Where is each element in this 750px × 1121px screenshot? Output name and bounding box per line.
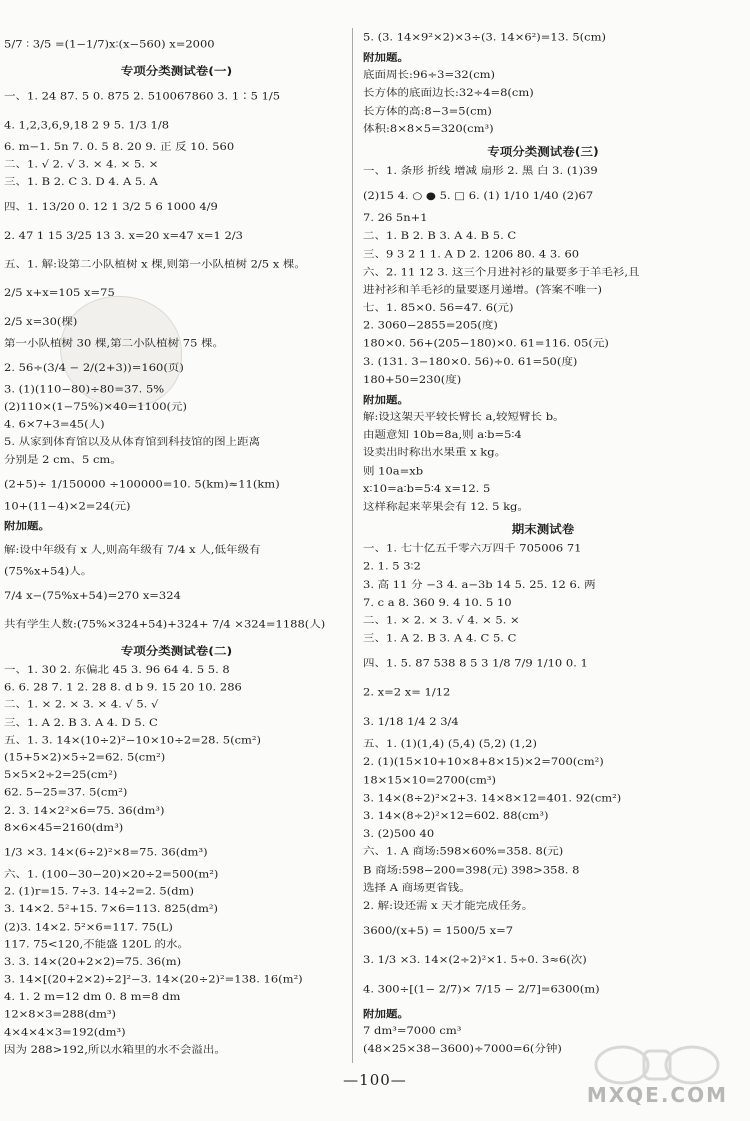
answer-line: 3600/(x+5) = 1500/5 x=7 — [363, 924, 514, 937]
answer-line: 4×4×4×3=192(dm³) — [4, 1025, 126, 1038]
answer-line: 这样称起来苹果会有 12. 5 kg。 — [363, 500, 529, 513]
answer-line: 3. (131. 3−180×0. 56)÷0. 61=50(度) — [363, 354, 578, 368]
answer-line: 2. 解:设还需 x 天才能完成任务。 — [363, 899, 534, 912]
extra-problem-heading: 附加题。 — [363, 1007, 409, 1021]
answer-line: 2. 3060−2855=205(度) — [363, 319, 498, 332]
answer-line: 二、1. B 2. B 3. A 4. B 5. C — [363, 229, 517, 242]
answer-line: 3. (1)(110−80)÷80=37. 5% — [4, 382, 165, 396]
answer-line: 因为 288>192,所以水箱里的水不会溢出。 — [4, 1043, 226, 1056]
answer-line: 3. 3. 14×(20+2×2)=75. 36(m) — [4, 955, 182, 968]
answer-line: 8×6×45=2160(dm³) — [4, 821, 124, 834]
column-divider — [352, 28, 353, 1063]
answer-line: 底面周长:96÷3=32(cm) — [363, 68, 496, 81]
section-title: 期末测试卷 — [511, 522, 575, 536]
answer-line: 6. 6. 28 7. 1 2. 28 8. d b 9. 15 20 10. 286 — [4, 680, 242, 694]
answer-line: 7. 26 5n+1 — [363, 211, 428, 224]
answer-line: 四、1. 13/20 0. 12 1 3/2 5 6 1000 4/9 — [4, 200, 218, 213]
answer-line: B 商场:598−200=398(元) 398>358. 8 — [363, 863, 580, 876]
answer-line: 5. (3. 14×9²×2)×3÷(3. 14×6²)=13. 5(cm) — [363, 30, 606, 44]
answer-line: 117. 75<120,不能盛 120L 的水。 — [4, 937, 190, 951]
answer-line: 7 dm³=7000 cm³ — [363, 1024, 462, 1038]
left-column — [4, 30, 349, 1060]
answer-line: 2. (1)(15×10+10×8+8×15)×2=700(cm²) — [363, 755, 604, 769]
answer-line: 5. 从家到体育馆以及从体育馆到科技馆的图上距离 — [4, 435, 261, 448]
section-title: 专项分类测试卷(二) — [120, 644, 233, 658]
answer-line: (2)110×(1−75%)×40=1100(元) — [4, 400, 188, 413]
answer-line: 4. 6×7+3=45(人) — [4, 418, 105, 431]
section-title: 专项分类测试卷(三) — [487, 144, 599, 158]
answer-line: 2/5 x+x=105 x=75 — [4, 286, 115, 299]
answer-line: 2. 1. 5 3∶2 — [363, 559, 421, 573]
answer-line: 2. (1)r=15. 7÷3. 14÷2=2. 5(dm) — [4, 885, 194, 898]
answer-line: 六、2. 11 12 3. 这三个月进衬衫的量要多于羊毛衫,且 — [363, 265, 640, 278]
answer-line: (48×25×38−3600)÷7000=6(分钟) — [363, 1042, 562, 1055]
answer-line: 18×15×10=2700(cm³) — [363, 773, 497, 786]
answer-line: 七、1. 85×0. 56=47. 6(元) — [363, 301, 514, 314]
answer-line: 5×5×2÷2=25(cm²) — [4, 768, 118, 781]
answer-line: 三、1. B 2. C 3. D 4. A 5. A — [4, 175, 158, 188]
answer-line: 3. 1/3 ×3. 14×(2÷2)²×1. 5÷0. 3≈6(次) — [363, 953, 587, 966]
answer-line: 2/5 x=30(棵) — [4, 314, 78, 328]
section-title: 专项分类测试卷(一) — [120, 63, 233, 77]
answer-line: 五、1. (1)(1,4) (5,4) (5,2) (1,2) — [363, 737, 537, 751]
answer-line: 三、1. A 2. B 3. A 4. C 5. C — [363, 631, 517, 645]
answer-line: 五、1. 解:设第二小队植树 x 棵,则第一小队植树 2/5 x 棵。 — [4, 257, 306, 270]
answer-line: 3. (2)500 40 — [363, 827, 435, 840]
answer-line: 六、1. (100−30−20)×20÷2=500(m²) — [4, 867, 219, 880]
answer-line: 1/3 ×3. 14×(6÷2)²×8=75. 36(dm³) — [4, 845, 208, 859]
answer-line: 62. 5−25=37. 5(cm²) — [4, 786, 128, 799]
answer-line: 由题意知 10b=8a,则 a∶b=5∶4 — [363, 428, 522, 441]
answer-line: 4. 1,2,3,6,9,18 2 9 5. 1/3 1/8 — [4, 118, 170, 131]
answer-line: 180×0. 56+(205−180)×0. 61=116. 05(元) — [363, 336, 609, 350]
answer-line: 5/7 ∶ 3/5 =(1−1/7)x∶(x−560) x=2000 — [4, 37, 215, 51]
answer-line: 长方体的底面边长:32÷4=8(cm) — [363, 86, 534, 99]
right-column — [363, 30, 723, 1060]
answer-line: 4. 1. 2 m=12 dm 0. 8 m=8 dm — [4, 990, 181, 1003]
answer-line: 体积:8×8×5=320(cm³) — [363, 122, 494, 135]
answer-line: 分别是 2 cm、5 cm。 — [4, 453, 122, 466]
answer-line: 2. 56÷(3/4 − 2/(2+3))=160(页) — [4, 361, 184, 374]
answer-line: 3. 14×(8÷2)²×2+3. 14×8×12=401. 92(cm²) — [363, 791, 622, 804]
answer-line: (2+5)÷ 1/150000 ÷100000=10. 5(km)≈11(km) — [4, 477, 280, 490]
answer-line: 3. 14×(8÷2)²×12=602. 88(cm³) — [363, 809, 549, 822]
page-number: —100— — [343, 1071, 407, 1089]
answer-line: 7/4 x−(75%x+54)=270 x=324 — [4, 589, 181, 602]
answer-line: 4. 300÷[(1− 2/7)× 7/15 − 2/7]=6300(m) — [363, 982, 600, 996]
answer-line: 3. 高 11 分 −3 4. a−3b 14 5. 25. 12 6. 两 — [363, 577, 596, 591]
answer-line: 3. 1/18 1/4 2 3/4 — [363, 715, 459, 728]
answer-line: 二、1. √ 2. √ 3. × 4. × 5. × — [4, 158, 159, 171]
answer-line: 一、1. 七十亿五千零六万四千 705006 71 — [363, 542, 582, 555]
answer-line: 一、1. 24 87. 5 0. 875 2. 510067860 3. 1∶5 1/5 — [4, 90, 281, 103]
answer-line: (75%x+54)人。 — [4, 564, 93, 578]
answer-line: 五、1. 3. 14×(10÷2)²−10×10÷2=28. 5(cm²) — [4, 733, 262, 746]
answer-line: 12×8×3=288(dm³) — [4, 1008, 116, 1021]
answer-line: (2)15 4. ○ ● 5. □ 6. (1) 1/10 1/40 (2)67 — [363, 189, 594, 202]
answer-line: 设卖出时称出水果重 x kg。 — [363, 446, 507, 459]
answer-line: 一、1. 条形 折线 增减 扇形 2. 黑 白 3. (1)39 — [363, 164, 598, 177]
answer-line: 180+50=230(度) — [363, 372, 462, 386]
answer-line: (2)3. 14×2. 5²×6=117. 75(L) — [4, 920, 173, 933]
answer-line: 选择 A 商场更省钱。 — [363, 881, 471, 894]
answer-line: 二、1. × 2. × 3. √ 4. × 5. × — [363, 613, 520, 627]
answer-line: 解:设这架天平较长臂长 a,较短臂长 b。 — [363, 410, 565, 423]
answer-line: x∶10=a∶b=5∶4 x=12. 5 — [363, 482, 491, 495]
extra-problem-heading: 附加题。 — [363, 393, 409, 406]
answer-line: 2. 47 1 15 3/25 13 3. x=20 x=47 x=1 2/3 — [4, 228, 243, 242]
answer-line: 第一小队植树 30 棵,第二小队植树 75 棵。 — [4, 336, 225, 349]
answer-line: 三、9 3 2 1 1. A D 2. 1206 80. 4 3. 60 — [363, 247, 580, 260]
answer-line: 6. m−1. 5n 7. 0. 5 8. 20 9. 正 反 10. 560 — [4, 140, 235, 153]
answer-line: 解:设中年级有 x 人,则高年级有 7/4 x 人,低年级有 — [4, 543, 261, 556]
answer-line: 三、1. A 2. B 3. A 4. D 5. C — [4, 716, 158, 729]
answer-line: 进衬衫和羊毛衫的量要逐月递增。(答案不唯一) — [363, 283, 602, 296]
answer-line: 3. 14×2. 5²+15. 7×6=113. 825(dm²) — [4, 902, 218, 915]
answer-line: 3. 14×[(20+2×2)÷2]²−3. 14×(20÷2)²=138. 16(m²) — [4, 973, 303, 986]
answer-line: 四、1. 5. 87 538 8 5 3 1/8 7/9 1/10 0. 1 — [363, 656, 588, 670]
answer-line: 10+(11−4)×2=24(元) — [4, 499, 131, 512]
answer-line: 长方体的高:8−3=5(cm) — [363, 104, 492, 117]
answer-line: 共有学生人数:(75%×324+54)+324+ 7/4 ×324=1188(人) — [4, 618, 326, 631]
answer-line: 一、1. 30 2. 东偏北 45 3. 96 64 4. 5 5. 8 — [4, 663, 230, 676]
answer-line: 六、1. A 商场:598×60%=358. 8(元) — [363, 845, 564, 858]
extra-problem-heading: 附加题。 — [4, 519, 50, 532]
answer-line: 二、1. × 2. × 3. × 4. √ 5. √ — [4, 698, 159, 711]
watermark-text: MXQE.COM — [586, 1083, 728, 1107]
answer-line: 2. 3. 14×2²×6=75. 36(dm³) — [4, 803, 165, 817]
answer-line: 2. x=2 x= 1/12 — [363, 686, 451, 699]
answer-line: (15+5×2)×5÷2=62. 5(cm²) — [4, 751, 166, 764]
answer-line: 则 10a=xb — [363, 464, 424, 477]
answer-line: 7. c a 8. 360 9. 4 10. 5 10 — [363, 595, 512, 609]
extra-problem-heading: 附加题。 — [363, 51, 409, 64]
